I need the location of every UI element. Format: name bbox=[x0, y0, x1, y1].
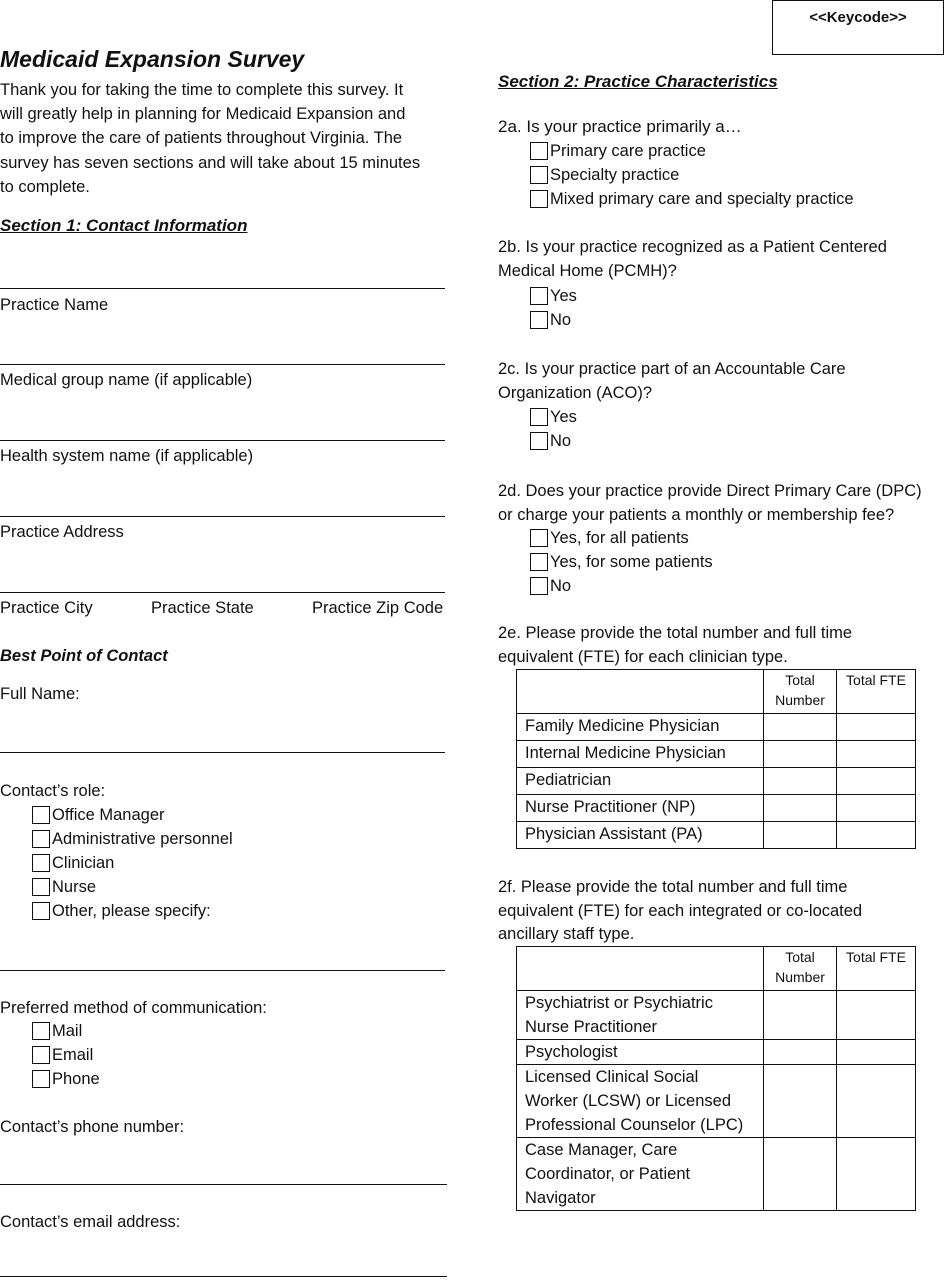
table-row bbox=[517, 795, 916, 822]
question-line: 2d. Does your practice provide Direct Primary Care (DPC) bbox=[498, 482, 922, 500]
medical-group-label: Medical group name (if applicable) bbox=[0, 371, 253, 389]
row-label bbox=[517, 1065, 764, 1138]
total-number-cell[interactable] bbox=[764, 1040, 837, 1065]
question-line: Organization (ACO)? bbox=[498, 383, 653, 402]
row-label-line: Psychiatrist or Psychiatric bbox=[525, 994, 713, 1012]
q2b-option[interactable] bbox=[530, 284, 577, 308]
checkbox[interactable] bbox=[32, 806, 50, 824]
total-fte-cell[interactable] bbox=[837, 741, 916, 768]
checkbox[interactable] bbox=[530, 432, 548, 450]
contact-role-option[interactable] bbox=[32, 803, 233, 827]
table-row bbox=[517, 1040, 916, 1065]
row-label bbox=[517, 1138, 764, 1211]
preferred-method-option[interactable] bbox=[32, 1019, 100, 1043]
checkbox[interactable] bbox=[530, 529, 548, 547]
medical-group-line[interactable] bbox=[0, 364, 445, 365]
q2c-options bbox=[530, 405, 577, 453]
intro-line: survey has seven sections and will take about 15 minutes bbox=[0, 153, 421, 172]
row-label: Pediatrician bbox=[517, 768, 764, 795]
row-label-line: Case Manager, Care bbox=[525, 1141, 678, 1159]
row-label-line: Navigator bbox=[525, 1189, 596, 1207]
q2d-options bbox=[530, 526, 713, 598]
table-header: Total FTE bbox=[837, 670, 916, 714]
q2d-option[interactable] bbox=[530, 574, 713, 598]
option-label: Phone bbox=[52, 1069, 100, 1088]
total-number-cell[interactable] bbox=[764, 991, 837, 1040]
total-number-cell[interactable] bbox=[764, 714, 837, 741]
total-number-cell[interactable] bbox=[764, 795, 837, 822]
table-row bbox=[517, 768, 916, 795]
health-system-label: Health system name (if applicable) bbox=[0, 447, 254, 465]
table-header-row bbox=[517, 947, 916, 991]
option-label: Clinician bbox=[52, 853, 115, 872]
preferred-method-label: Preferred method of communication: bbox=[0, 999, 267, 1017]
option-label: Yes, for some patients bbox=[550, 552, 713, 571]
q2f-table bbox=[516, 946, 916, 1211]
checkbox[interactable] bbox=[32, 902, 50, 920]
practice-name-line[interactable] bbox=[0, 288, 445, 289]
section1-title: Section 1: Contact Information bbox=[0, 216, 248, 235]
practice-city-state-zip-line[interactable] bbox=[0, 592, 445, 593]
table-row bbox=[517, 714, 916, 741]
q2a-option[interactable] bbox=[530, 139, 854, 163]
preferred-method-option[interactable] bbox=[32, 1067, 100, 1091]
keycode-label: <<Keycode>> bbox=[809, 9, 907, 26]
intro-line: to improve the care of patients throughout Virginia. The bbox=[0, 129, 403, 148]
total-fte-cell[interactable] bbox=[837, 714, 916, 741]
full-name-line[interactable] bbox=[0, 752, 445, 753]
q2a-question: 2a. Is your practice primarily a… bbox=[498, 117, 742, 136]
checkbox[interactable] bbox=[530, 142, 548, 160]
question-line: 2c. Is your practice part of an Accountable Care bbox=[498, 360, 846, 378]
q2d-option[interactable] bbox=[530, 550, 713, 574]
option-label: Yes bbox=[550, 286, 577, 305]
checkbox[interactable] bbox=[32, 830, 50, 848]
checkbox[interactable] bbox=[32, 878, 50, 896]
question-line: or charge your patients a monthly or membership fee? bbox=[498, 505, 895, 524]
table-header-blank bbox=[517, 947, 764, 991]
option-label: Nurse bbox=[52, 877, 97, 896]
option-label: Specialty practice bbox=[550, 165, 680, 184]
practice-address-line[interactable] bbox=[0, 516, 445, 517]
total-fte-cell[interactable] bbox=[837, 1040, 916, 1065]
option-label: No bbox=[550, 576, 572, 595]
total-fte-cell[interactable] bbox=[837, 822, 916, 849]
option-label: No bbox=[550, 310, 572, 329]
option-label: Yes, for all patients bbox=[550, 528, 689, 547]
q2c-question bbox=[498, 358, 846, 405]
total-fte-cell[interactable] bbox=[837, 1065, 916, 1138]
table-header: Total Number bbox=[764, 947, 837, 991]
practice-city-label: Practice City bbox=[0, 599, 93, 617]
checkbox[interactable] bbox=[530, 166, 548, 184]
contact-role-option[interactable] bbox=[32, 827, 233, 851]
email-label: Contact’s email address: bbox=[0, 1213, 181, 1231]
table-row bbox=[517, 991, 916, 1040]
table-row bbox=[517, 741, 916, 768]
option-label: Mixed primary care and specialty practice bbox=[550, 189, 854, 208]
option-label: Other, please specify: bbox=[52, 901, 211, 920]
q2f-question bbox=[498, 876, 862, 947]
page-title: Medicaid Expansion Survey bbox=[0, 46, 305, 72]
q2a-option[interactable] bbox=[530, 187, 854, 211]
option-label: Yes bbox=[550, 407, 577, 426]
intro-line: will greatly help in planning for Medicaid Expansion and bbox=[0, 105, 406, 124]
option-label: Primary care practice bbox=[550, 141, 706, 160]
preferred-method-option[interactable] bbox=[32, 1043, 100, 1067]
total-number-cell[interactable] bbox=[764, 822, 837, 849]
table-header: Total Number bbox=[764, 670, 837, 714]
row-label-line: Professional Counselor (LPC) bbox=[525, 1116, 744, 1134]
q2b-question bbox=[498, 236, 887, 283]
checkbox[interactable] bbox=[530, 408, 548, 426]
practice-state-label: Practice State bbox=[151, 599, 254, 617]
phone-label: Contact’s phone number: bbox=[0, 1118, 185, 1136]
total-number-cell[interactable] bbox=[764, 1065, 837, 1138]
contact-role-options bbox=[32, 803, 233, 923]
q2b-options bbox=[530, 284, 577, 332]
checkbox[interactable] bbox=[530, 553, 548, 571]
checkbox[interactable] bbox=[530, 190, 548, 208]
checkbox[interactable] bbox=[530, 287, 548, 305]
question-line: ancillary staff type. bbox=[498, 925, 635, 943]
table-header-blank bbox=[517, 670, 764, 714]
total-fte-cell[interactable] bbox=[837, 1138, 916, 1211]
keycode-box bbox=[772, 0, 944, 55]
intro-text bbox=[0, 78, 460, 199]
total-fte-cell[interactable] bbox=[837, 768, 916, 795]
table-header-row bbox=[517, 670, 916, 714]
checkbox[interactable] bbox=[32, 1022, 50, 1040]
row-label bbox=[517, 1040, 764, 1065]
option-label: Office Manager bbox=[52, 805, 165, 824]
table-row bbox=[517, 1138, 916, 1211]
checkbox[interactable] bbox=[32, 1046, 50, 1064]
intro-line: Thank you for taking the time to complete this survey. It bbox=[0, 81, 404, 99]
row-label: Internal Medicine Physician bbox=[517, 741, 764, 768]
health-system-line[interactable] bbox=[0, 440, 445, 441]
contact-role-option[interactable] bbox=[32, 899, 233, 923]
row-label-line: Nurse Practitioner bbox=[525, 1018, 658, 1036]
total-number-cell[interactable] bbox=[764, 1138, 837, 1211]
q2b-option[interactable] bbox=[530, 308, 577, 332]
table-row bbox=[517, 822, 916, 849]
q2a-options bbox=[530, 139, 854, 211]
checkbox[interactable] bbox=[530, 311, 548, 329]
question-line: 2e. Please provide the total number and full time bbox=[498, 624, 853, 642]
preferred-method-options bbox=[32, 1019, 100, 1091]
row-label-line: Licensed Clinical Social bbox=[525, 1068, 699, 1086]
practice-name-label: Practice Name bbox=[0, 296, 109, 314]
question-line: equivalent (FTE) for each integrated or co-located bbox=[498, 901, 863, 920]
email-line[interactable] bbox=[0, 1276, 447, 1277]
row-label: Nurse Practitioner (NP) bbox=[517, 795, 764, 822]
row-label-line: Psychologist bbox=[525, 1043, 618, 1061]
total-number-cell[interactable] bbox=[764, 768, 837, 795]
q2d-option[interactable] bbox=[530, 526, 713, 550]
total-fte-cell[interactable] bbox=[837, 795, 916, 822]
checkbox[interactable] bbox=[32, 1070, 50, 1088]
best-contact-title: Best Point of Contact bbox=[0, 647, 168, 665]
question-line: equivalent (FTE) for each clinician type. bbox=[498, 647, 788, 666]
option-label: Email bbox=[52, 1045, 94, 1064]
other-role-line[interactable] bbox=[0, 970, 445, 971]
practice-address-label: Practice Address bbox=[0, 523, 124, 541]
row-label bbox=[517, 991, 764, 1040]
question-line: Medical Home (PCMH)? bbox=[498, 261, 677, 280]
row-label-line: Coordinator, or Patient bbox=[525, 1165, 691, 1183]
full-name-label: Full Name: bbox=[0, 685, 80, 703]
checkbox[interactable] bbox=[32, 854, 50, 872]
row-label-line: Worker (LCSW) or Licensed bbox=[525, 1092, 732, 1110]
q2c-option[interactable] bbox=[530, 429, 577, 453]
row-label: Physician Assistant (PA) bbox=[517, 822, 764, 849]
intro-line: to complete. bbox=[0, 177, 90, 196]
contact-role-option[interactable] bbox=[32, 875, 233, 899]
q2e-table bbox=[516, 669, 916, 849]
row-label: Family Medicine Physician bbox=[517, 714, 764, 741]
q2d-question bbox=[498, 480, 922, 527]
total-fte-cell[interactable] bbox=[837, 991, 916, 1040]
question-line: 2b. Is your practice recognized as a Patient Centered bbox=[498, 238, 887, 256]
option-label: Administrative personnel bbox=[52, 829, 233, 848]
option-label: Mail bbox=[52, 1021, 83, 1040]
contact-role-label: Contact’s role: bbox=[0, 782, 106, 800]
checkbox[interactable] bbox=[530, 577, 548, 595]
phone-line[interactable] bbox=[0, 1184, 447, 1185]
option-label: No bbox=[550, 431, 572, 450]
contact-role-option[interactable] bbox=[32, 851, 233, 875]
q2a-option[interactable] bbox=[530, 163, 854, 187]
table-header: Total FTE bbox=[837, 947, 916, 991]
section2-title: Section 2: Practice Characteristics bbox=[498, 72, 778, 91]
table-row bbox=[517, 1065, 916, 1138]
question-line: 2f. Please provide the total number and full time bbox=[498, 878, 848, 896]
q2c-option[interactable] bbox=[530, 405, 577, 429]
practice-zip-label: Practice Zip Code bbox=[312, 599, 444, 617]
total-number-cell[interactable] bbox=[764, 741, 837, 768]
q2e-question bbox=[498, 622, 852, 669]
